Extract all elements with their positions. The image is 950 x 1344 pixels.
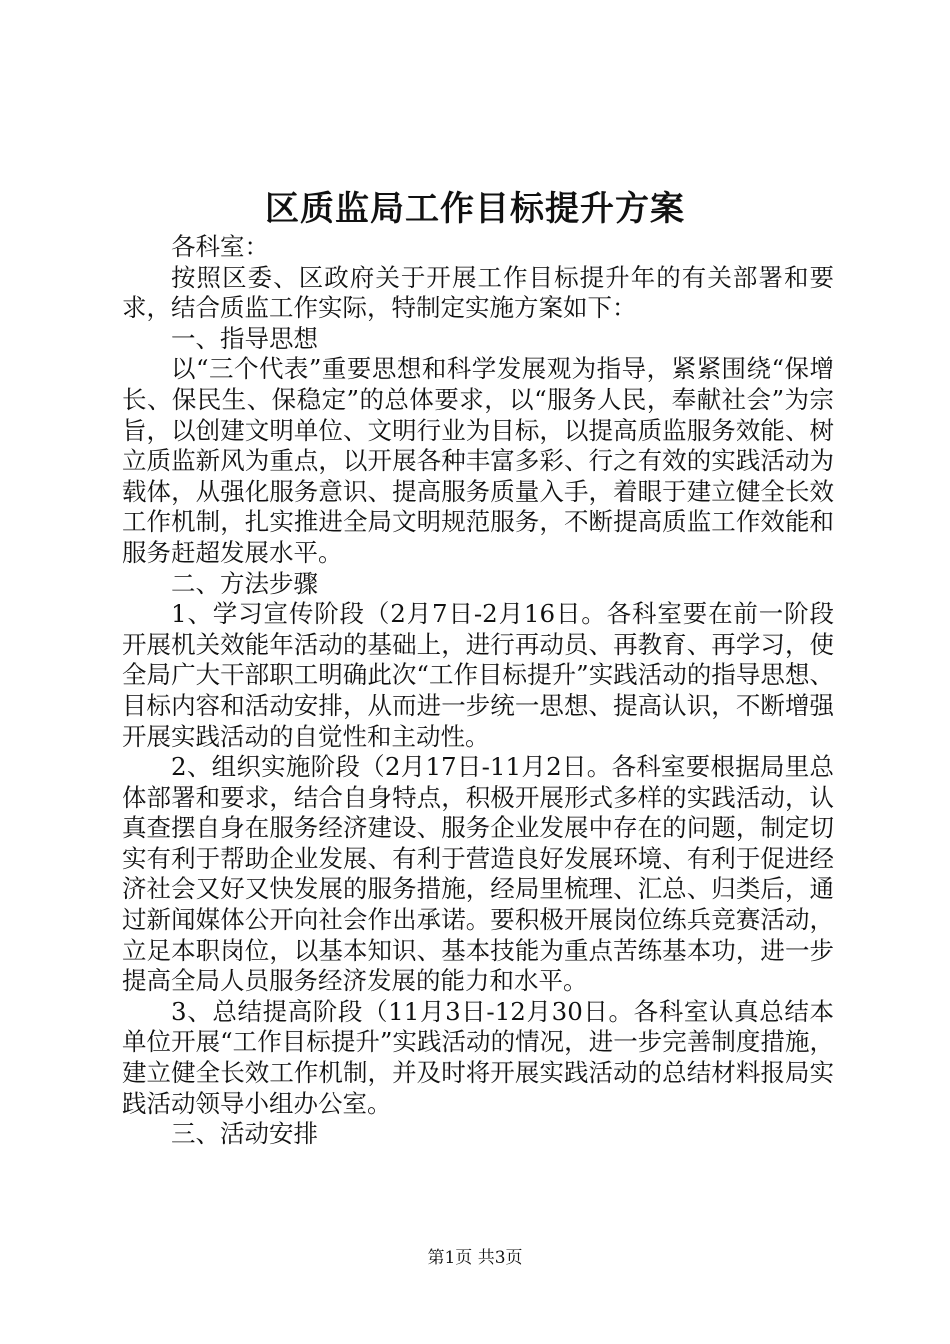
section-heading-activity-arrangement: 三、活动安排 <box>171 1119 318 1149</box>
page-number-footer: 第1页 共3页 <box>427 1248 523 1268</box>
document-title: 区质监局工作目标提升方案 <box>265 189 685 229</box>
document-body <box>122 232 834 1150</box>
step-2-paragraph: 2、组织实施阶段（2月17日-11月2日。各科室要根据局里总体部署和要求，结合自身特点，积极开展形式多样的实践活动，认真查摆自身在服务经济建设、服务企业发展中存在的问题，制定切实有利于帮助企业发展、有利于营造良好发展环境、有利于促进经济社会又好又快发展的服务措施，经局里梳理、汇总、归类后，通过新闻媒体公开向社会作出承诺。要积极开展岗位练兵竞赛活动，立足本职岗位，以基本知识、基本技能为重点苦练基本功，进一步提高全局人员服务经济发展的能力和水平。 <box>122 752 834 996</box>
intro-paragraph: 按照区委、区政府关于开展工作目标提升年的有关部署和要求，结合质监工作实际，特制定实施方案如下： <box>122 262 834 323</box>
salutation: 各科室： <box>171 232 269 261</box>
section-heading-methods-steps: 二、方法步骤 <box>171 568 318 598</box>
guiding-ideology-paragraph: 以“三个代表”重要思想和科学发展观为指导，紧紧围绕“保增长、保民生、保稳定”的总体要求，以“服务人民，奉献社会”为宗旨，以创建文明单位、文明行业为目标，以提高质监服务效能、树立质监新风为重点，以开展各种丰富多彩、行之有效的实践活动为载体，从强化服务意识、提高服务质量入手，着眼于建立健全长效工作机制，扎实推进全局文明规范服务，不断提高质监工作效能和服务赶超发展水平。 <box>122 354 834 567</box>
step-1-paragraph: 1、学习宣传阶段（2月7日-2月16日。各科室要在前一阶段开展机关效能年活动的基础上，进行再动员、再教育、再学习，使全局广大干部职工明确此次“工作目标提升”实践活动的指导思想、目标内容和活动安排，从而进一步统一思想、提高认识，不断增强开展实践活动的自觉性和主动性。 <box>122 599 834 751</box>
section-heading-guiding-ideology: 一、指导思想 <box>171 323 318 353</box>
step-3-paragraph: 3、总结提高阶段（11月3日-12月30日。各科室认真总结本单位开展“工作目标提升”实践活动的情况，进一步完善制度措施，建立健全长效工作机制，并及时将开展实践活动的总结材料报局实践活动领导小组办公室。 <box>122 996 834 1118</box>
